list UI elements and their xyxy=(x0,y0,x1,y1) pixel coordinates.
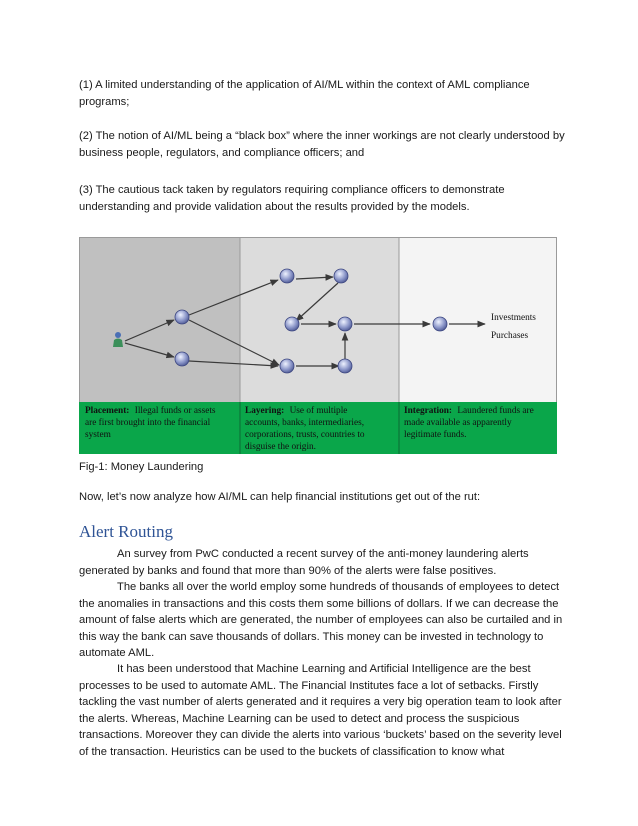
layering-panel xyxy=(240,237,399,402)
layering-line-3: corporations, trusts, countries to xyxy=(245,430,365,440)
transition-text: Now, let’s now analyze how AI/ML can help financial institutions get out of the rut: xyxy=(79,491,481,503)
layering-line-2: accounts, banks, intermediaries, xyxy=(245,418,365,428)
placement-term: Placement: xyxy=(85,406,130,416)
outcome-purchases: Purchases xyxy=(491,331,529,341)
svg-text:Integration: Laundered fun xyxy=(404,405,534,416)
integration-line-2: made available as apparently xyxy=(404,418,512,428)
integration-line-3: legitimate funds. xyxy=(404,430,467,440)
svg-text:Placement: Illegal funds xyxy=(85,405,216,416)
integration-term: Integration: xyxy=(404,406,453,416)
integration-line-1: Laundered funds are xyxy=(457,406,534,416)
intro-item-2: (2) The notion of AI/ML being a “black box” where the inner workings are not clearly understood by business people, regulators, and compliance officers; and xyxy=(79,130,565,159)
outcome-investments: Investments xyxy=(491,313,536,323)
section-paragraph-1: An survey from PwC conducted a recent survey of the anti-money laundering alerts generated by banks and found that more than 90% of the alerts were false positives. xyxy=(79,548,529,577)
figure-caption: Fig-1: Money Laundering xyxy=(79,461,204,473)
layering-term: Layering: xyxy=(245,406,285,416)
placement-line-1: Illegal funds or assets xyxy=(134,406,216,416)
svg-text:Layering: Use of multiple xyxy=(245,405,347,416)
placement-panel xyxy=(79,237,240,402)
money-laundering-diagram xyxy=(79,237,557,454)
intro-item-3: (3) The cautious tack taken by regulators requiring compliance officers to demonstrate understanding and provide validation about the results provided by the models. xyxy=(79,184,505,213)
layering-line-1: Use of multiple xyxy=(289,406,348,416)
placement-line-2: are first brought into the financial xyxy=(85,418,211,428)
intro-item-1: (1) A limited understanding of the application of AI/ML within the context of AML compliance programs; xyxy=(79,79,530,108)
section-paragraph-3: It has been understood that Machine Learning and Artificial Intelligence are the best processes to be used to automate AML. The Financial Institutes face a lot of setbacks. Firstly tackling the vast number of alerts generated and it requires a very big operation team to look after the alerts. Whereas, Machine Learning can be used to detect and process the suspicious transactions. Moreover they can divide the alerts into various ‘buckets’ based on the severity level of the transaction. Heuristics can be used to the buckets of classification to know what xyxy=(79,663,562,758)
section-paragraph-2: The banks all over the world employ some hundreds of thousands of employees to detect the anomalies in transactions and this costs them some billions of dollars. If we can decrease the amount of false alerts which are generated, the number of employees can also be curtailed and in this way the bank can save thousands of dollars. This money can be invested in technology to automate AML. xyxy=(79,581,563,659)
placement-line-3: system xyxy=(85,430,111,440)
layering-line-4: disguise the origin. xyxy=(245,442,317,452)
section-heading: Alert Routing xyxy=(79,522,173,541)
